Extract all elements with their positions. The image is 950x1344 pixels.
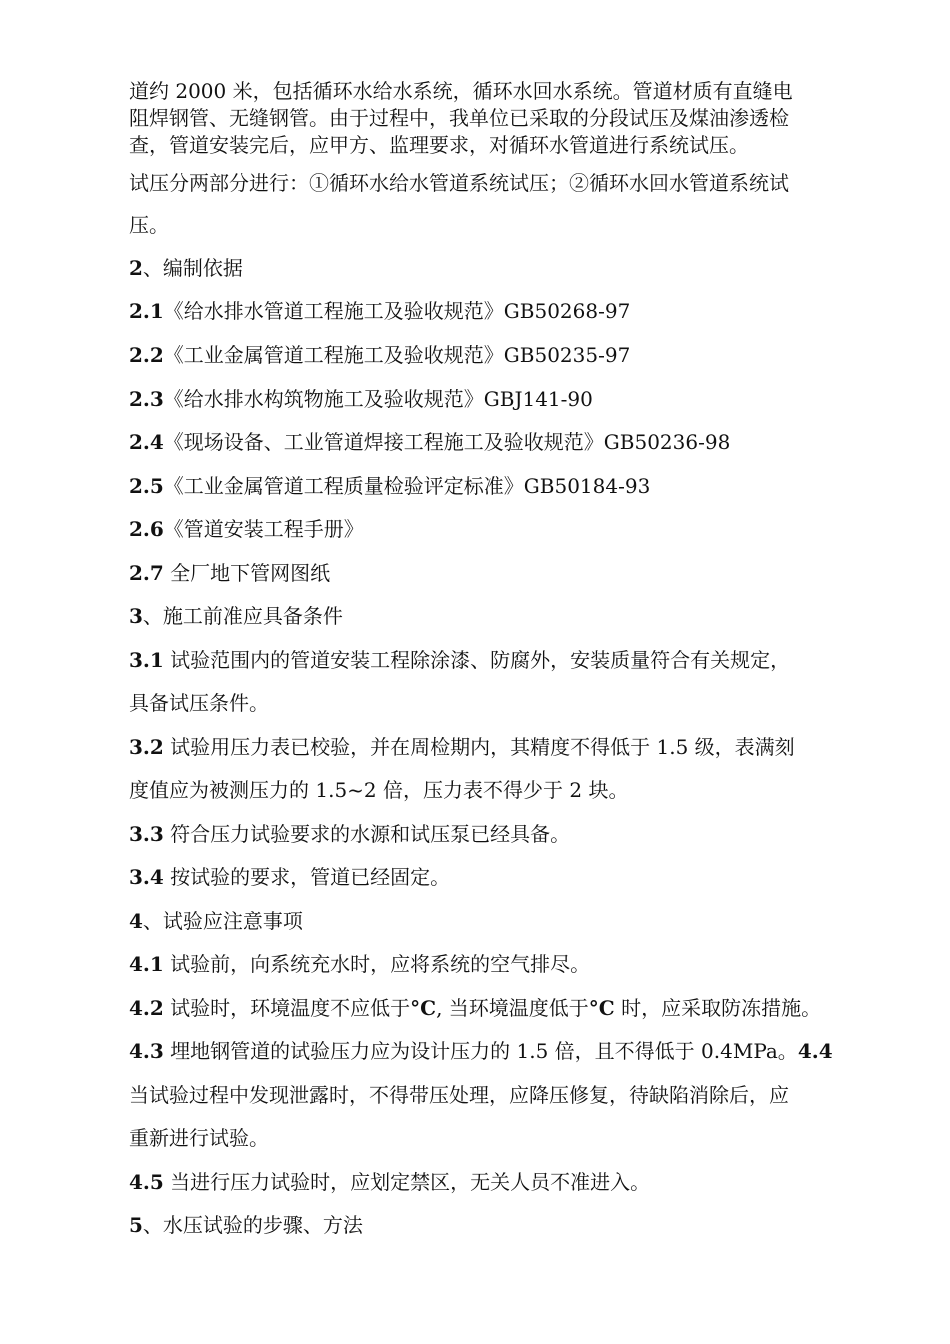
item-number: 2.3 bbox=[129, 387, 164, 411]
item-text: 《给水排水构筑物施工及验收规范》GBJ141-90 bbox=[163, 387, 593, 411]
item-text: 《管道安装工程手册》 bbox=[163, 517, 364, 541]
item-2-3 bbox=[129, 386, 869, 412]
item-text: 《工业金属管道工程施工及验收规范》GB50235-97 bbox=[163, 343, 631, 367]
item-4-1 bbox=[129, 951, 869, 977]
item-2-4 bbox=[129, 429, 869, 455]
item-text: 《工业金属管道工程质量检验评定标准》GB50184-93 bbox=[163, 474, 651, 498]
item-2-2 bbox=[129, 342, 869, 368]
item-4-3 bbox=[129, 1038, 869, 1064]
item-4-2 bbox=[129, 995, 869, 1021]
intro-line-2: 阻焊钢管、无缝钢管。由于过程中，我单位已采取的分段试压及煤油渗透检 bbox=[129, 106, 789, 130]
next-item-number: 4.4 bbox=[797, 1039, 833, 1063]
item-text: 试验范围内的管道安装工程除涂漆、防腐外，安装质量符合有关规定， bbox=[163, 648, 791, 672]
item-number: 2.5 bbox=[129, 474, 164, 498]
item-number: 4.2 bbox=[129, 996, 164, 1020]
item-text: 按试验的要求，管道已经固定。 bbox=[163, 865, 451, 889]
item-text-a: 试验时，环境温度不应低于 bbox=[163, 996, 411, 1020]
section-title: 、试验应注意事项 bbox=[142, 909, 303, 933]
intro-line-1: 道约 2000 米，包括循环水给水系统，循环水回水系统。管道材质有直缝电 bbox=[129, 79, 793, 103]
item-number: 3.1 bbox=[129, 648, 164, 672]
item-text: 试验前，向系统充水时，应将系统的空气排尽。 bbox=[163, 952, 591, 976]
item-text: 《现场设备、工业管道焊接工程施工及验收规范》GB50236-98 bbox=[163, 430, 731, 454]
item-number: 2.6 bbox=[129, 517, 164, 541]
section-title: 、水压试验的步骤、方法 bbox=[142, 1213, 363, 1237]
item-2-6 bbox=[129, 516, 869, 542]
section-number: 5 bbox=[129, 1213, 143, 1237]
section-number: 4 bbox=[129, 909, 143, 933]
item-number: 2.7 bbox=[129, 561, 164, 585]
intro-line-3: 查，管道安装完后，应甲方、监理要求，对循环水管道进行系统试压。 bbox=[129, 133, 749, 157]
item-4-4-line-2: 重新进行试验。 bbox=[129, 1126, 269, 1150]
item-3-4 bbox=[129, 864, 869, 890]
item-3-3 bbox=[129, 821, 869, 847]
item-number: 2.1 bbox=[129, 299, 164, 323]
item-number: 3.4 bbox=[129, 865, 164, 889]
temperature-unit: °C bbox=[588, 996, 615, 1020]
item-number: 3.2 bbox=[129, 735, 164, 759]
section-3-heading bbox=[129, 603, 869, 629]
intro-line-4: 试压分两部分进行：①循环水给水管道系统试压；②循环水回水管道系统试 bbox=[129, 171, 789, 195]
item-3-1-line-2: 具备试压条件。 bbox=[129, 691, 269, 715]
section-title: 、施工前准应具备条件 bbox=[142, 604, 343, 628]
item-text: 试验用压力表已校验，并在周检期内，其精度不得低于 1.5 级，表满刻 bbox=[163, 735, 795, 759]
item-number: 4.5 bbox=[129, 1170, 164, 1194]
item-3-2-line-1 bbox=[129, 734, 869, 760]
item-number: 2.2 bbox=[129, 343, 164, 367]
item-3-1-line-1 bbox=[129, 647, 869, 673]
item-2-1 bbox=[129, 298, 869, 324]
item-number: 2.4 bbox=[129, 430, 164, 454]
item-3-2-line-2: 度值应为被测压力的 1.5~2 倍，压力表不得少于 2 块。 bbox=[129, 778, 629, 802]
item-text: 当进行压力试验时，应划定禁区，无关人员不准进入。 bbox=[163, 1170, 651, 1194]
item-text: 《给水排水管道工程施工及验收规范》GB50268-97 bbox=[163, 299, 631, 323]
item-text-b: , 当环境温度低于 bbox=[436, 996, 589, 1020]
intro-line-5: 压。 bbox=[129, 213, 169, 237]
section-5-heading bbox=[129, 1212, 869, 1238]
item-number: 3.3 bbox=[129, 822, 164, 846]
item-number: 4.1 bbox=[129, 952, 164, 976]
item-4-5 bbox=[129, 1169, 869, 1195]
section-2-heading bbox=[129, 255, 869, 281]
item-2-5 bbox=[129, 473, 869, 499]
item-text-c: 时，应采取防冻措施。 bbox=[614, 996, 822, 1020]
item-text: 符合压力试验要求的水源和试压泵已经具备。 bbox=[163, 822, 571, 846]
temperature-unit: °C bbox=[410, 996, 437, 1020]
item-4-4-line-1: 当试验过程中发现泄露时，不得带压处理，应降压修复，待缺陷消除后，应 bbox=[129, 1083, 789, 1107]
section-number: 3 bbox=[129, 604, 143, 628]
item-text: 埋地钢管道的试验压力应为设计压力的 1.5 倍，且不得低于 0.4MPa。 bbox=[163, 1039, 798, 1063]
item-number: 4.3 bbox=[129, 1039, 164, 1063]
section-title: 、编制依据 bbox=[142, 256, 243, 280]
section-4-heading bbox=[129, 908, 869, 934]
item-text: 全厂地下管网图纸 bbox=[163, 561, 331, 585]
section-number: 2 bbox=[129, 256, 143, 280]
item-2-7 bbox=[129, 560, 869, 586]
